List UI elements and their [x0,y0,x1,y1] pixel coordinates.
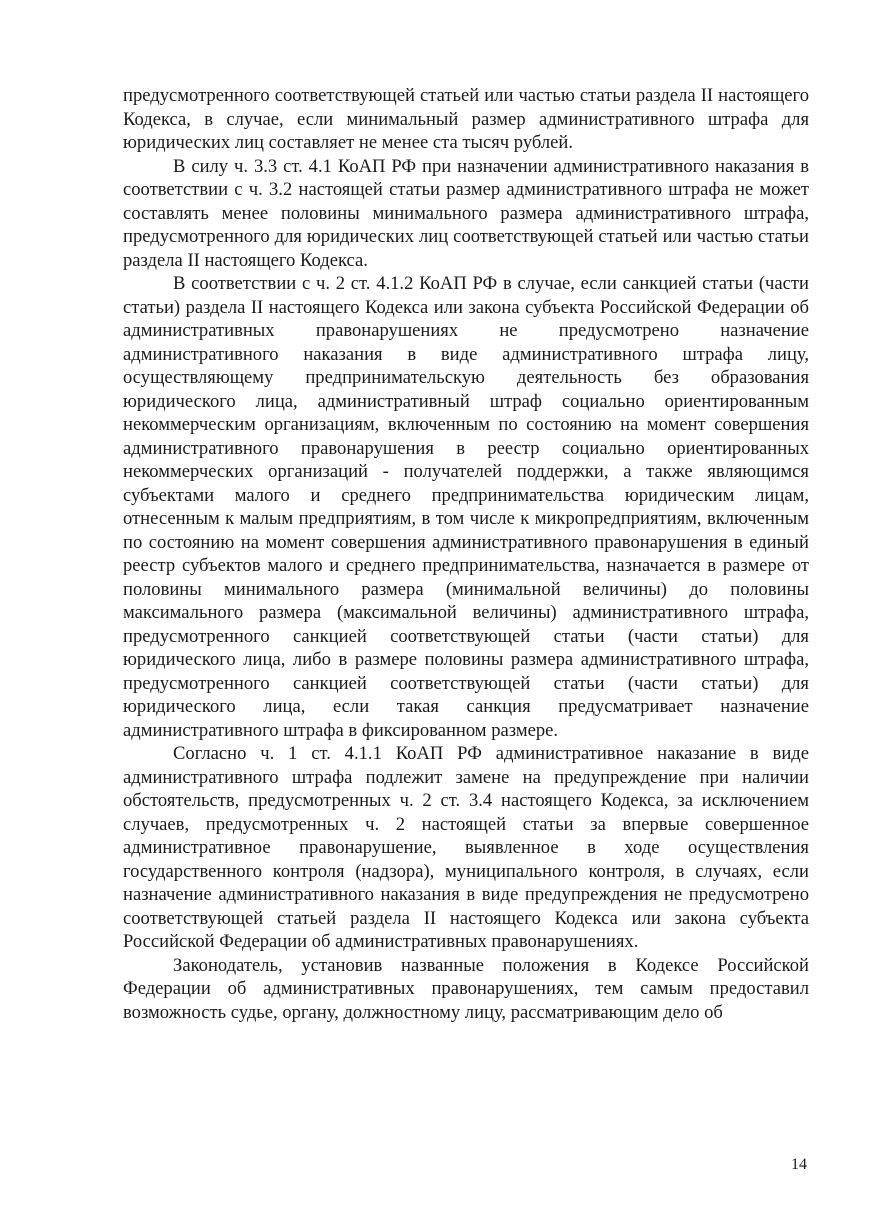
paragraph: В соответствии с ч. 2 ст. 4.1.2 КоАП РФ в случае, если санкцией статьи (части статьи) раздела II настоящего Кодекса или закона субъекта Российской Федерации об административных правонарушениях не предусмотрено назначение административного наказания в виде административного штрафа лицу, осуществляющему предпринимательскую деятельность без образования юридического лица, административный штраф социально ориентированным некоммерческим организациям, включенным по состоянию на момент совершения административного правонарушения в реестр социально ориентированных некоммерческих организаций - получателей поддержки, а также являющимся субъектами малого и среднего предпринимательства юридическим лицам, отнесенным к малым предприятиям, в том числе к микропредприятиям, включенным по состоянию на момент совершения административного правонарушения в единый реестр субъектов малого и среднего предпринимательства, назначается в размере от половины минимального размера (минимальной величины) до половины максимального размера (максимальной величины) административного штрафа, предусмотренного санкцией соответствующей статьи (части статьи) для юридического лица, либо в размере половины размера административного штрафа, предусмотренного санкцией соответствующей статьи (части статьи) для юридического лица, если такая санкция предусматривает назначение административного штрафа в фиксированном размере. [123,273,809,741]
page-number: 14 [791,1156,807,1173]
paragraph: В силу ч. 3.3 ст. 4.1 КоАП РФ при назначении административного наказания в соответствии с ч. 3.2 настоящей статьи размер административного штрафа не может составлять менее половины минимального размера административного штрафа, предусмотренного для юридических лиц соответствующей статьей или частью статьи раздела II настоящего Кодекса. [123,155,809,271]
paragraph: Законодатель, установив названные положения в Кодексе Российской Федерации об административных правонарушениях, тем самым предоставил возможность судье, органу, должностному лицу, рассматривающим дело об [123,954,809,1023]
paragraph: Согласно ч. 1 ст. 4.1.1 КоАП РФ административное наказание в виде административного штрафа подлежит замене на предупреждение при наличии обстоятельств, предусмотренных ч. 2 ст. 3.4 настоящего Кодекса, за исключением случаев, предусмотренных ч. 2 настоящей статьи за впервые совершенное административное правонарушение, выявленное в ходе осуществления государственного контроля (надзора), муниципального контроля, в случаях, если назначение административного наказания в виде предупреждения не предусмотрено соответствующей статьей раздела II настоящего Кодекса или закона субъекта Российской Федерации об административных правонарушениях. [123,743,809,952]
body-text [123,84,809,1024]
paragraph-continuation: предусмотренного соответствующей статьей или частью статьи раздела II настоящего Кодекса, в случае, если минимальный размер административного штрафа для юридических лиц составляет не менее ста тысяч рублей. [123,85,809,153]
